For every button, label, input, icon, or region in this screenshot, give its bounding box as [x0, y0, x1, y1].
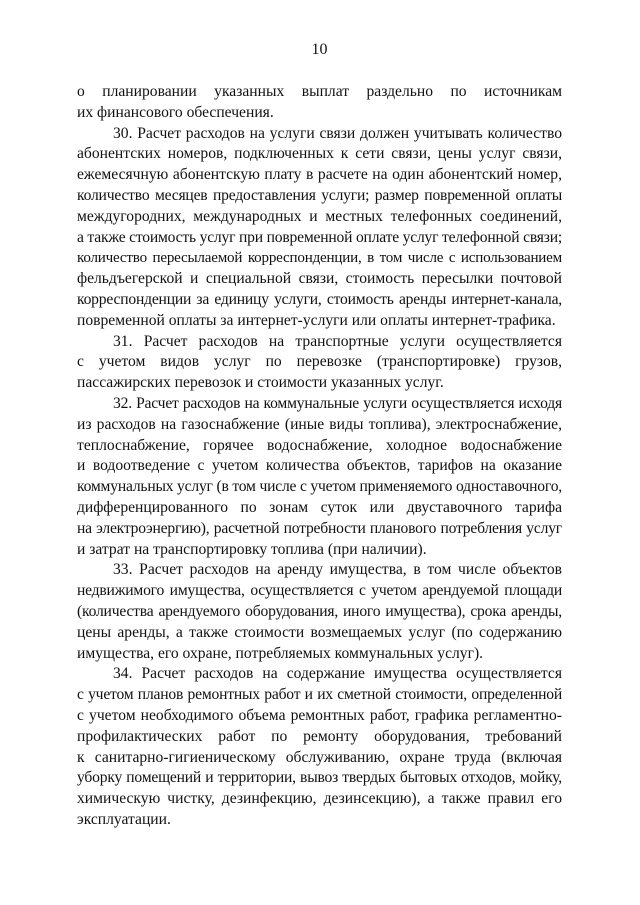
text-line: на электроэнергию), расчетной потребности планового потребления услуг — [77, 519, 562, 537]
text-line: 30. Расчет расходов на услуги связи должен учитывать количество — [113, 124, 562, 142]
paragraph-p34 — [77, 664, 562, 830]
text-line: с учетом планов ремонтных работ и их сметной стоимости, определенной — [77, 686, 562, 704]
text-line: 33. Расчет расходов на аренду имущества, в том числе объектов — [113, 561, 562, 579]
text-line: дифференцированного по зонам суток или двуставочного тарифа — [77, 498, 562, 516]
text-line: 31. Расчет расходов на транспортные услуги осуществляется — [113, 332, 562, 350]
text-line: химическую чистку, дезинфекцию, дезинсекцию), а также правил его — [77, 790, 562, 808]
text-line: корреспонденции за единицу услуги, стоимость аренды интернет-канала, — [77, 290, 562, 308]
text-line: количество месяцев предоставления услуги; размер повременной оплаты — [77, 186, 562, 204]
text-line: профилактических работ по ремонту оборудования, требований — [77, 727, 562, 745]
text-line: эксплуатации. — [77, 810, 171, 828]
text-line: и водоотведение с учетом количества объектов, тарифов на оказание — [77, 457, 562, 475]
text-line: цены аренды, а также стоимости возмещаемых услуг (по содержанию — [77, 623, 562, 641]
paragraph-p32 — [77, 394, 562, 560]
text-line: 34. Расчет расходов на содержание имущества осуществляется — [113, 665, 562, 683]
text-line: а также стоимость услуг при повременной оплате услуг телефонной связи; — [77, 228, 562, 246]
text-line: (количества арендуемого оборудования, иного имущества), срока аренды, — [77, 602, 562, 620]
text-line: ежемесячную абонентскую плату в расчете на один абонентский номер, — [77, 166, 562, 184]
text-line: 32. Расчет расходов на коммунальные услуги осуществляется исходя — [113, 394, 562, 412]
paragraph-p33 — [77, 560, 562, 664]
text-line: уборку помещений и территории, вывоз твердых бытовых отходов, мойку, — [77, 769, 562, 787]
text-line: имущества, его охране, потребляемых коммунальных услуг). — [77, 644, 484, 662]
text-line: пассажирских перевозок и стоимости указанных услуг. — [77, 374, 444, 392]
paragraph-p30 — [77, 124, 562, 332]
text-line: и затрат на транспортировку топлива (при наличии). — [77, 540, 427, 558]
text-line: недвижимого имущества, осуществляется с учетом арендуемой площади — [77, 582, 562, 600]
text-line: из расходов на газоснабжение (иные виды топлива), электроснабжение, — [77, 415, 562, 433]
text-line: теплоснабжение, горячее водоснабжение, холодное водоснабжение — [77, 436, 562, 454]
text-line: фельдъегерской и специальной связи, стоимость пересылки почтовой — [77, 270, 562, 288]
paragraph-p31 — [77, 332, 562, 394]
text-line: междугородних, международных и местных телефонных соединений, — [77, 207, 562, 225]
text-line: к санитарно-гигиеническому обслуживанию, охране труда (включая — [77, 748, 562, 766]
text-line: количество пересылаемой корреспонденции, в том числе с использованием — [77, 250, 562, 267]
text-line: абонентских номеров, подключенных к сети связи, цены услуг связи, — [77, 145, 562, 163]
page-number: 10 — [311, 41, 328, 58]
text-line: повременной оплаты за интернет-услуги или оплаты интернет-трафика. — [77, 311, 556, 329]
paragraph-p-cont — [77, 82, 562, 124]
text-line: коммунальных услуг (в том числе с учетом применяемого одноставочного, — [77, 478, 562, 496]
text-line: их финансового обеспечения. — [77, 103, 274, 121]
text-line: с учетом необходимого объема ремонтных работ, графика регламентно- — [77, 706, 562, 724]
document-body — [77, 82, 562, 831]
text-line: о планировании указанных выплат раздельно по источникам — [77, 83, 562, 100]
text-line: с учетом видов услуг по перевозке (транспортировке) грузов, — [77, 353, 562, 371]
